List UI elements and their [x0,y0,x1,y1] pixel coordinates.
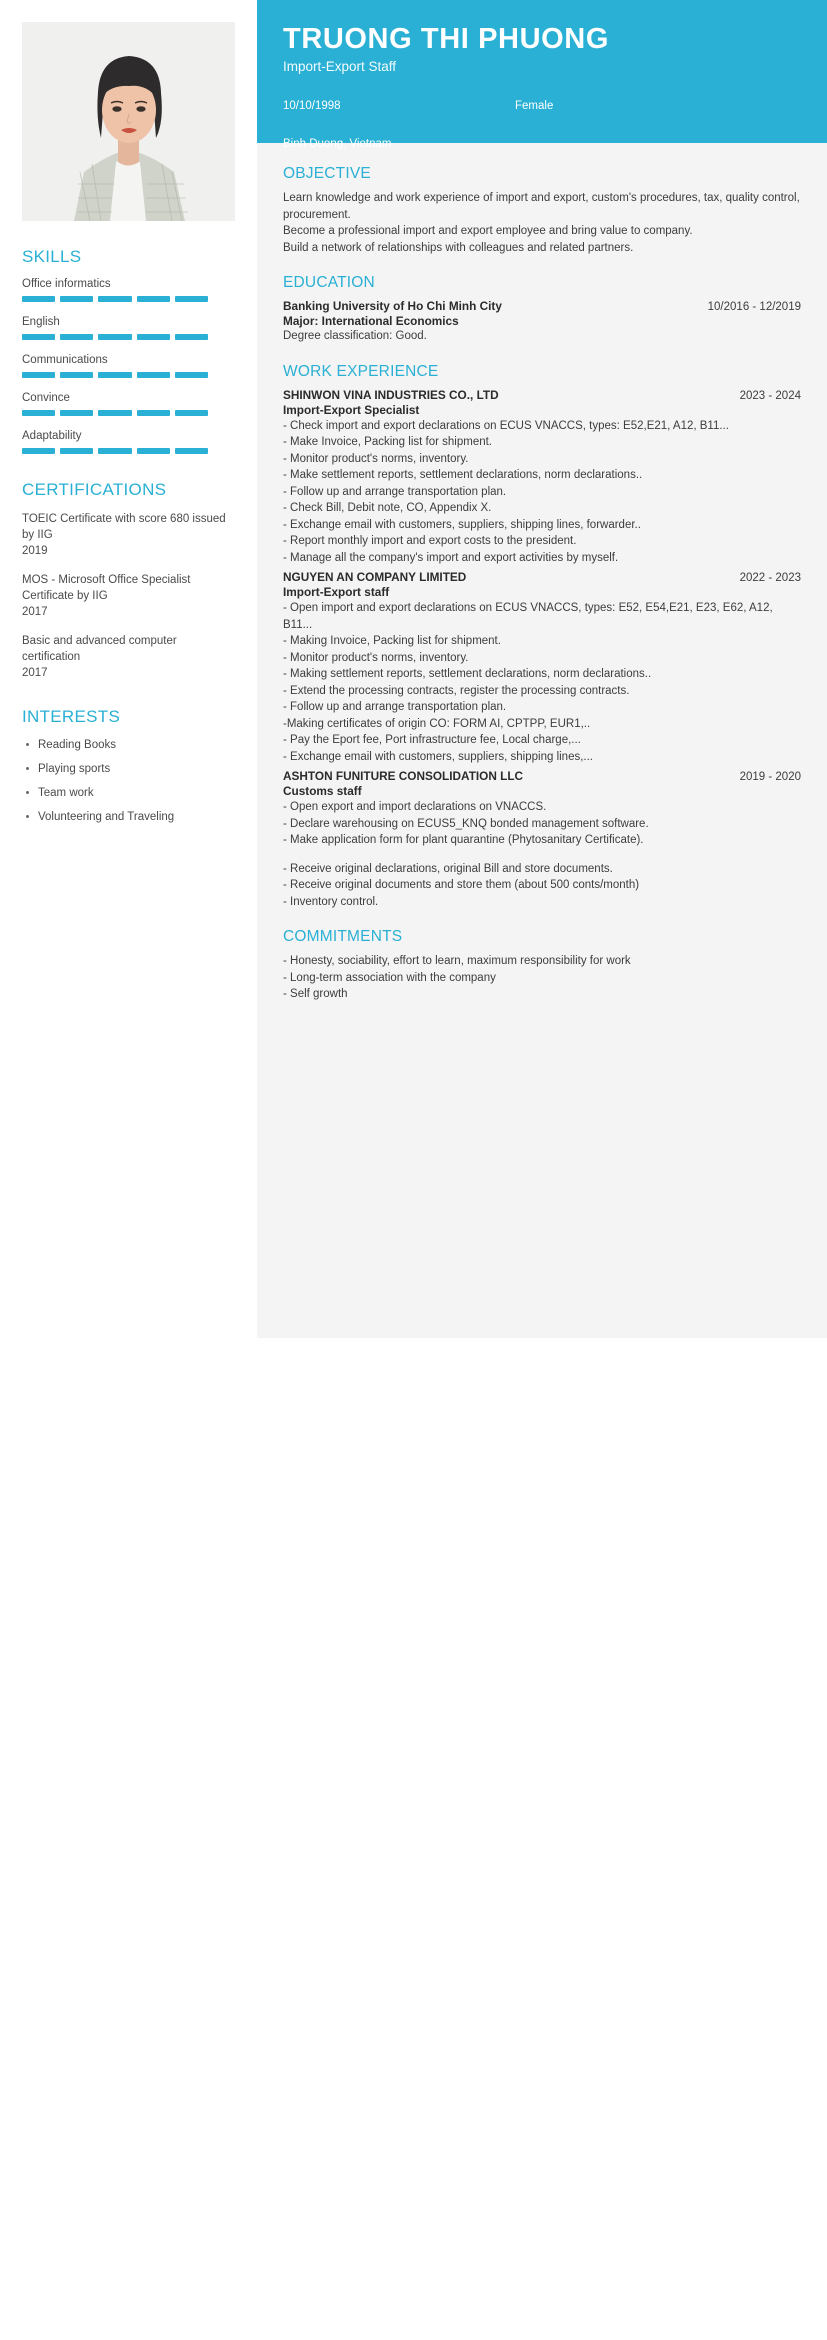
skill-segment [98,448,131,454]
page-title: TRUONG THI PHUONG [283,23,609,55]
bullet-item: - Open import and export declarations on ECUS VNACCS, types: E52, E54,E21, E23, E62, A12, B11... [283,602,773,631]
certifications-section [22,480,235,681]
bullet-item: - Monitor product's norms, inventory. [283,651,469,664]
work-bullets [283,600,801,765]
education-title: EDUCATION [283,274,375,291]
skill-row [22,354,235,378]
certification-item: TOEIC Certificate with score 680 issued by IIG 2019 [22,511,235,559]
bullet-item: - Make settlement reports, settlement declarations, norm declarations.. [283,469,643,481]
location: Binh Duong, Vietnam [283,138,392,150]
phone-redacted [283,116,515,135]
sidebar [0,0,257,834]
skill-bar [22,296,208,302]
skill-segment [175,448,208,454]
skills-title: SKILLS [22,247,82,266]
bullet-item: - Report monthly import and export costs to the president. [283,535,577,547]
work-org: ASHTON FUNITURE CONSOLIDATION LLC [283,769,524,783]
interests-list [22,738,235,825]
bullet-item: - Manage all the company's import and export activities by myself. [283,551,619,564]
skill-label: Convince [22,392,70,404]
bullet-item: - Making settlement reports, settlement declarations, norm declarations.. [283,668,652,680]
education-date: 10/2016 - 12/2019 [707,301,801,313]
certifications-list [22,511,235,681]
bullet-item: - Monitor product's norms, inventory. [283,452,469,465]
bullet-item: - Follow up and arrange transportation plan. [283,701,507,713]
list-item: Playing sports [22,762,235,777]
skill-segment [98,410,131,416]
objective-line: Become a professional import and export employee and bring value to company. [283,225,693,237]
skill-segment [137,296,170,302]
contact-row-2 [283,116,801,135]
certification-year: 2017 [22,606,48,618]
work-date: 2022 - 2023 [739,572,801,584]
commitment-item: - Self growth [283,988,348,1000]
entry-header [283,299,801,313]
objective-line: Learn knowledge and work experience of import and export, custom's procedures, tax, quality control, procurement. [283,192,800,221]
certification-year: 2017 [22,667,48,679]
work-bullets [283,418,801,567]
skill-label: English [22,316,60,328]
education-major: Major: International Economics [283,314,459,328]
education-org: Banking University of Ho Chi Minh City [283,299,502,313]
skill-segment [60,448,93,454]
redacted-bar-icon [283,119,373,130]
bullet-item: -Making certificates of origin CO: FORM AI, CPTPP, EUR1,.. [283,717,591,730]
bullet-item: - Open export and import declarations on VNACCS. [283,801,547,813]
skill-segment [60,334,93,340]
skill-segment [137,334,170,340]
interests-title: INTERESTS [22,707,121,726]
main-column [257,0,827,1338]
skill-segment [22,334,55,340]
bullet-item: - Inventory control. [283,895,379,908]
skill-segment [60,372,93,378]
bullet-item: - Check import and export declarations on ECUS VNACCS, types: E52,E21, A12, B11... [283,419,729,432]
certification-item: Basic and advanced computer certification 2017 [22,633,235,681]
list-item: Team work [22,786,235,801]
skills-section [22,247,235,454]
commitment-item: - Honesty, sociability, effort to learn, maximum responsibility for work [283,955,631,967]
skill-segment [98,334,131,340]
skill-row [22,430,235,454]
skill-bar [22,448,208,454]
bullet-item: - Check Bill, Debit note, CO, Appendix X. [283,502,492,514]
commitments-title: COMMITMENTS [283,928,403,945]
work-experience-title: WORK EXPERIENCE [283,362,439,380]
entry-header [283,570,801,584]
skill-segment [137,372,170,378]
bullet-item: - Extend the processing contracts, register the processing contracts. [283,684,630,697]
objective-body [283,190,801,256]
skill-row [22,278,235,302]
skill-segment [22,372,55,378]
work-role: Import-Export staff [283,585,390,599]
entry-header [283,388,801,402]
skill-segment [22,448,55,454]
commitments-list [283,953,801,1003]
skill-segment [98,296,131,302]
work-entry [283,570,801,765]
main-body [257,143,827,1003]
entry-header [283,769,801,783]
bullet-item: - Exchange email with customers, suppliers, shipping lines,... [283,750,594,763]
bullet-item: - Make Invoice, Packing list for shipment. [283,436,492,448]
work-experience-list [283,388,801,911]
bullet-spacer [283,849,801,861]
work-org: SHINWON VINA INDUSTRIES CO., LTD [283,387,499,402]
skill-segment [137,410,170,416]
list-item: Volunteering and Traveling [22,810,235,825]
birth-date: 10/10/1998 [283,100,341,112]
skill-label: Adaptability [22,430,82,442]
skill-segment [98,372,131,378]
skill-segment [60,410,93,416]
bullet-item: - Receive original declarations, original Bill and store documents. [283,862,613,875]
bullet-item: - Follow up and arrange transportation plan. [283,485,507,498]
certification-year: 2019 [22,545,48,557]
redacted-bar-icon [515,119,635,130]
header-job-title: Import-Export Staff [283,59,397,74]
work-role: Customs staff [283,784,362,798]
skill-segment [22,410,55,416]
skill-bar [22,410,208,416]
skill-label: Communications [22,354,108,366]
skill-row [22,392,235,416]
skill-segment [175,334,208,340]
education-entry [283,299,801,345]
education-list [283,299,801,345]
email-redacted [515,116,755,135]
contact-row-1 [283,97,801,116]
bullet-item: - Make application form for plant quarantine (Phytosanitary Certificate). [283,834,644,846]
bullet-item: - Pay the Eport fee, Port infrastructure fee, Local charge,... [283,734,581,746]
interests-section [22,707,235,825]
skill-bar [22,372,208,378]
avatar [22,22,235,221]
certification-item: MOS - Microsoft Office Specialist Certificate by IIG 2017 [22,572,235,620]
skill-label: Office informatics [22,278,111,290]
header-banner [257,0,827,150]
contact-info [283,97,801,154]
gender: Female [515,100,554,112]
bullet-item: - Receive original documents and store them (about 500 conts/month) [283,879,640,891]
bullet-item: - Making Invoice, Packing list for shipment. [283,635,501,647]
work-role: Import-Export Specialist [283,402,420,417]
skill-segment [137,448,170,454]
list-item: Reading Books [22,738,235,753]
skill-segment [22,296,55,302]
skill-segment [175,410,208,416]
certifications-title: CERTIFICATIONS [22,480,167,499]
work-bullets [283,799,801,910]
skill-segment [60,296,93,302]
skills-list [22,278,235,454]
objective-title: OBJECTIVE [283,165,371,182]
work-date: 2023 - 2024 [739,389,801,402]
work-date: 2019 - 2020 [739,771,801,783]
skill-segment [175,296,208,302]
skill-segment [175,372,208,378]
work-entry [283,769,801,910]
work-entry [283,388,801,567]
objective-line: Build a network of relationships with colleagues and related partners. [283,241,634,254]
work-org: NGUYEN AN COMPANY LIMITED [283,570,467,584]
bullet-item: - Exchange email with customers, suppliers, shipping lines, forwarder.. [283,518,641,531]
contact-row-3 [283,135,801,154]
skill-bar [22,334,208,340]
bullet-item: - Declare warehousing on ECUS5_KNQ bonded management software. [283,817,649,830]
education-note: Degree classification: Good. [283,330,427,342]
portrait-photo-icon [22,22,235,221]
commitment-item: - Long-term association with the company [283,971,496,984]
skill-row [22,316,235,340]
